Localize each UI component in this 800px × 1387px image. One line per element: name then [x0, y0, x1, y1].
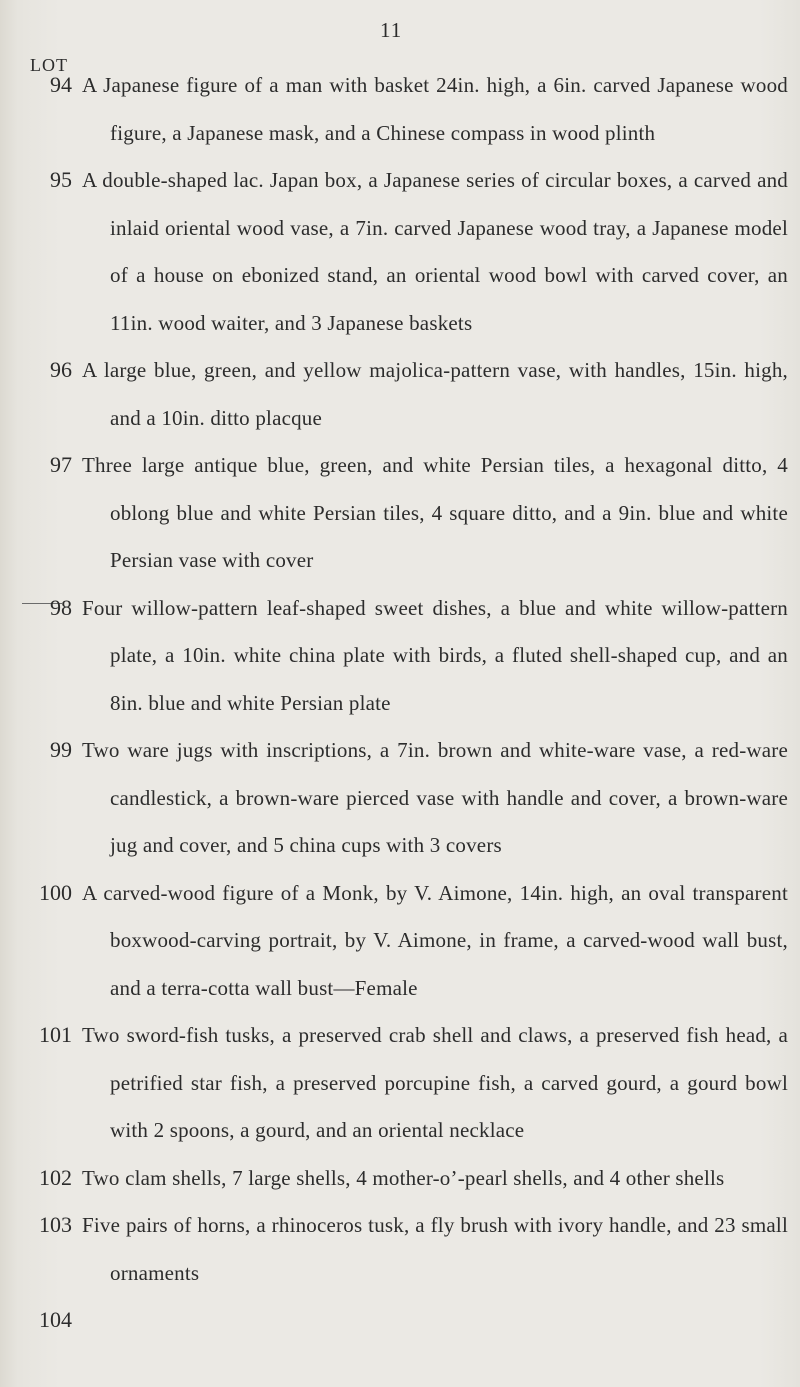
lot-description: Five pairs of horns, a rhinoceros tusk, a fly brush with ivory handle, and 23 small ornaments — [82, 1213, 788, 1285]
lot-number: 104 — [39, 1307, 72, 1332]
lot-description: A Japanese figure of a man with basket 24in. high, a 6in. carved Japanese wood figure, a Japanese mask, and a Chinese compass in wood plinth — [82, 73, 788, 145]
lot-number: 97 — [50, 452, 72, 477]
lot-number: 96 — [50, 357, 72, 382]
lot-description: Two sword-fish tusks, a preserved crab shell and claws, a preserved fish head, a petrified star fish, a preserved porcupine fish, a carved gourd, a gourd bowl with 2 spoons, a gourd, and an oriental necklace — [82, 1023, 788, 1142]
lot-description: Three large antique blue, green, and white Persian tiles, a hexagonal ditto, 4 oblong blue and white Persian tiles, 4 square ditto, and a 9in. blue and white Persian vase with cover — [82, 453, 788, 572]
lot-number: 99 — [50, 737, 72, 762]
lot-description: A carved-wood figure of a Monk, by V. Aimone, 14in. high, an oval transparent boxwood-carving portrait, by V. Aimone, in frame, a carved-wood wall bust, and a terra-cotta wall bust—Female — [82, 880, 788, 1000]
page-number: 11 — [380, 18, 403, 42]
lot-number: 103 — [39, 1212, 72, 1237]
lot-description: Two ware jugs with inscriptions, a 7in. brown and white-ware vase, a red-ware candlestick, a brown-ware pierced vase with handle and cover, a brown-ware jug and cover, and 5 china cups with 3 covers — [82, 738, 788, 857]
lot-number: 98 — [50, 594, 72, 620]
lot-number: 100 — [39, 879, 72, 905]
lot-description: Two clam shells, 7 large shells, 4 mother-o’-pearl shells, and 4 other shells — [82, 1165, 725, 1190]
lot-number: 95 — [50, 167, 72, 192]
lot-description: A double-shaped lac. Japan box, a Japanese series of circular boxes, a carved and inlaid oriental wood vase, a 7in. carved Japanese wood tray, a Japanese model of a house on ebonized stand, an oriental wood bowl with carved cover, an 11in. wood waiter, and 3 Japanese baskets — [82, 168, 788, 335]
lot-number: 102 — [39, 1164, 72, 1190]
lot-number: 94 — [50, 72, 72, 97]
lot-number: 101 — [39, 1022, 72, 1047]
lot-description: A large blue, green, and yellow majolica-pattern vase, with handles, 15in. high, and a 10in. ditto placque — [82, 358, 788, 430]
lot-column-heading: LOT — [30, 55, 68, 75]
lot-description: Four willow-pattern leaf-shaped sweet dishes, a blue and white willow-pattern plate, a 10in. white china plate with birds, a fluted shell-shaped cup, and an 8in. blue and white Persian plate — [82, 595, 788, 715]
